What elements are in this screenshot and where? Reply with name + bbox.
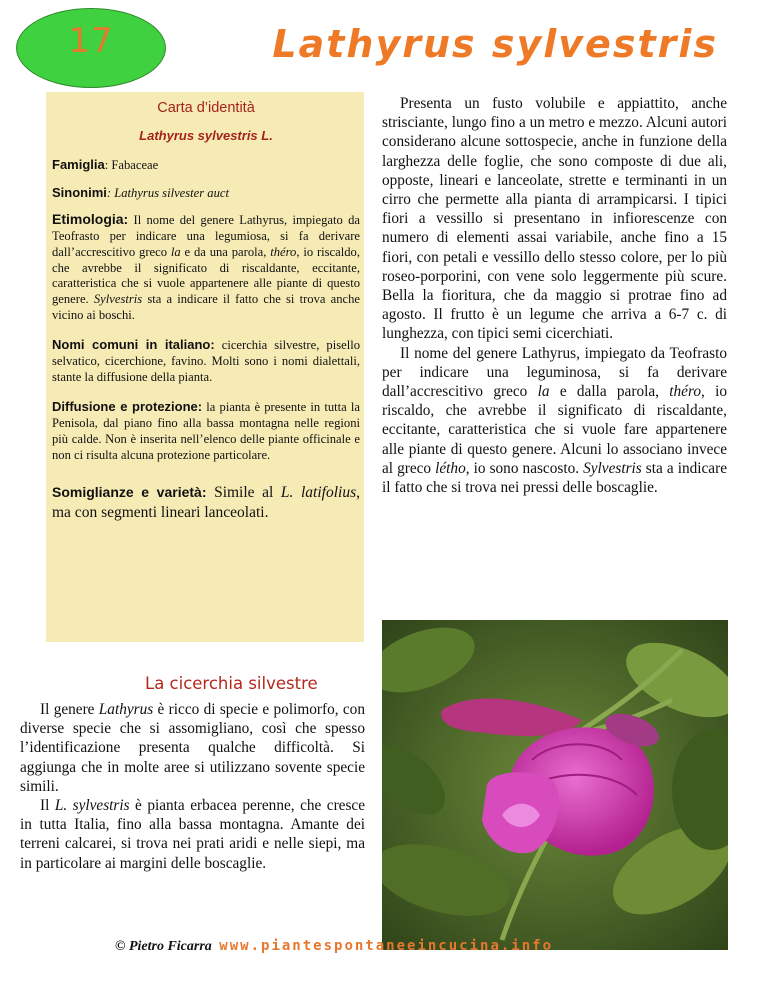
flower-photo-illustration (382, 620, 728, 950)
left-column-text (20, 700, 365, 873)
etimologia-row (52, 212, 360, 323)
rp2-la: la (537, 383, 550, 401)
diffusione-value: la pianta è presente in tutta la Penisola, dal piano fino alla bassa montagna nelle regioni più calde. Non è inserita nell’elenco delle piante officinale e non ci risulta alcuna protezione particolare. (52, 400, 360, 462)
sinonimi-label: Sinonimi (52, 184, 107, 200)
somiglianze-text-2: , ma con segmenti lineari lanceolati. (52, 484, 360, 521)
diffusione-label: Diffusione e protezione: (52, 399, 203, 415)
sinonimi-value: : Lathyrus silvester auct (106, 185, 229, 200)
footer (115, 938, 553, 955)
somiglianze-text: Simile al (206, 484, 281, 502)
right-column-text (382, 94, 727, 497)
nomi-label: Nomi comuni in italiano: (52, 337, 215, 353)
rp2-sylvestris: Sylvestris (583, 459, 642, 477)
rp2-text: Il nome del genere Lathyrus, impiegato da Teofrasto per indicare una leguminosa, si fa derivare dall’accrescitivo greco (382, 344, 727, 401)
etimologia-sylvestris: Sylvestris (93, 291, 143, 306)
page-number-badge (16, 8, 166, 88)
somiglianze-species: L. latifolius (280, 484, 357, 502)
somiglianze-label: Somiglianze e varietà: (52, 484, 207, 501)
rp2-text-2: e dalla parola, (549, 383, 670, 401)
famiglia-row (52, 157, 360, 174)
page-title: Lathyrus sylvestris (272, 22, 718, 66)
rp2-text-4: , io sono nascosto. (465, 459, 584, 477)
famiglia-label: Famiglia (52, 157, 105, 172)
rp2-text-5: sta a indicare il fatto che si trova nei pressi delle boscaglie. (382, 459, 727, 497)
section-heading: La cicerchia silvestre (145, 674, 318, 693)
flower-photo (382, 620, 728, 950)
page-number: 17 (68, 21, 114, 61)
nomi-value: cicerchia silvestre, pisello selvatico, cicerchione, favino. Molti sono i nomi dialettali, stante la diffusione della pianta. (52, 338, 360, 384)
etimologia-thero: théro (270, 244, 297, 259)
footer-author: © Pietro Ficarra (115, 939, 212, 954)
rp2-text-3: , io riscaldo, che avrebbe il significato di riscaldante, eccitante, caratteristica che si vuole fare appartenere alle piante di questo genere. Alcuni lo associano invece al greco (382, 383, 727, 477)
somiglianze-row (52, 483, 360, 522)
left-paragraph-1 (20, 700, 365, 796)
p2-text: Il (40, 797, 55, 815)
etimologia-label: Etimologia: (52, 211, 129, 228)
right-paragraph-2 (382, 344, 727, 498)
card-subtitle: Lathyrus sylvestris L. (139, 128, 273, 143)
etimologia-text-2: e da una parola, (180, 244, 271, 259)
sinonimi-row (52, 185, 360, 202)
footer-website-link[interactable]: www.piantespontaneeincucina.info (219, 938, 554, 954)
diffusione-row (52, 399, 360, 463)
right-paragraph-1: Presenta un fusto volubile e appiattito, anche strisciante, lungo fino a un metro e mezzo. Alcuni autori considerano alcune sottospecie, anche in funzione della larghezza delle foglie, che sono composte di due ali, opposte, lineari e lanceolate, strette e terminanti in un cirro che permette alla pianta di arrampicarsi. I tipici fiori a vessillo si presentano in infiorescenze con numero di elementi assai variabile, anche fino a 15 fiori, con petali e vessillo dello stesso colore, per lo più roseo-porporini, con vene solo leggermente più scure. Bella la fioritura, che da maggio si protrae fino ad agosto. Il frutto è un legume che arriva a 6-7 c. di lunghezza, con tipici semi cicerchiati. (382, 95, 727, 343)
etimologia-text: Il nome del genere Lathyrus, impiegato da Teofrasto per indicare una legumiosa, si fa derivare dall’accrescitivo greco (52, 213, 360, 259)
famiglia-value: : Fabaceae (104, 158, 159, 172)
left-paragraph-2 (20, 796, 365, 873)
p1-text-2: è ricco di specie e polimorfo, con diverse specie che si assomigliano, così che spesso l’identificazione presenta qualche difficoltà. Si aggiunga che in molte aree si utilizzano sovente specie simili. (20, 701, 365, 795)
p2-text-2: è pianta erbacea perenne, che cresce in tutta Italia, fino alla bassa montagna. Amante dei terreni calcarei, si trova nei prati aridi e nelle siepi, ma in particolare ai margini delle boscaglie. (20, 797, 365, 872)
etimologia-la: la (170, 244, 181, 259)
rp2-letho: létho (435, 459, 466, 477)
rp2-thero: théro (669, 383, 701, 401)
etimologia-text-3: , io riscaldo, che avrebbe il significato di riscaldante, eccitante, caratteristica che si vuole appartenere alle piante di questo genere. (52, 244, 360, 306)
p2-species: L. sylvestris (54, 797, 130, 815)
etimologia-text-4: sta a indicare il fatto che si trova anche vicino ai boschi. (52, 291, 360, 322)
nomi-row (52, 337, 360, 385)
p1-text: Il genere (40, 701, 99, 718)
card-title: Carta d’identità (157, 100, 255, 116)
p1-lathyrus: Lathyrus (98, 701, 154, 718)
identity-card (46, 92, 364, 642)
